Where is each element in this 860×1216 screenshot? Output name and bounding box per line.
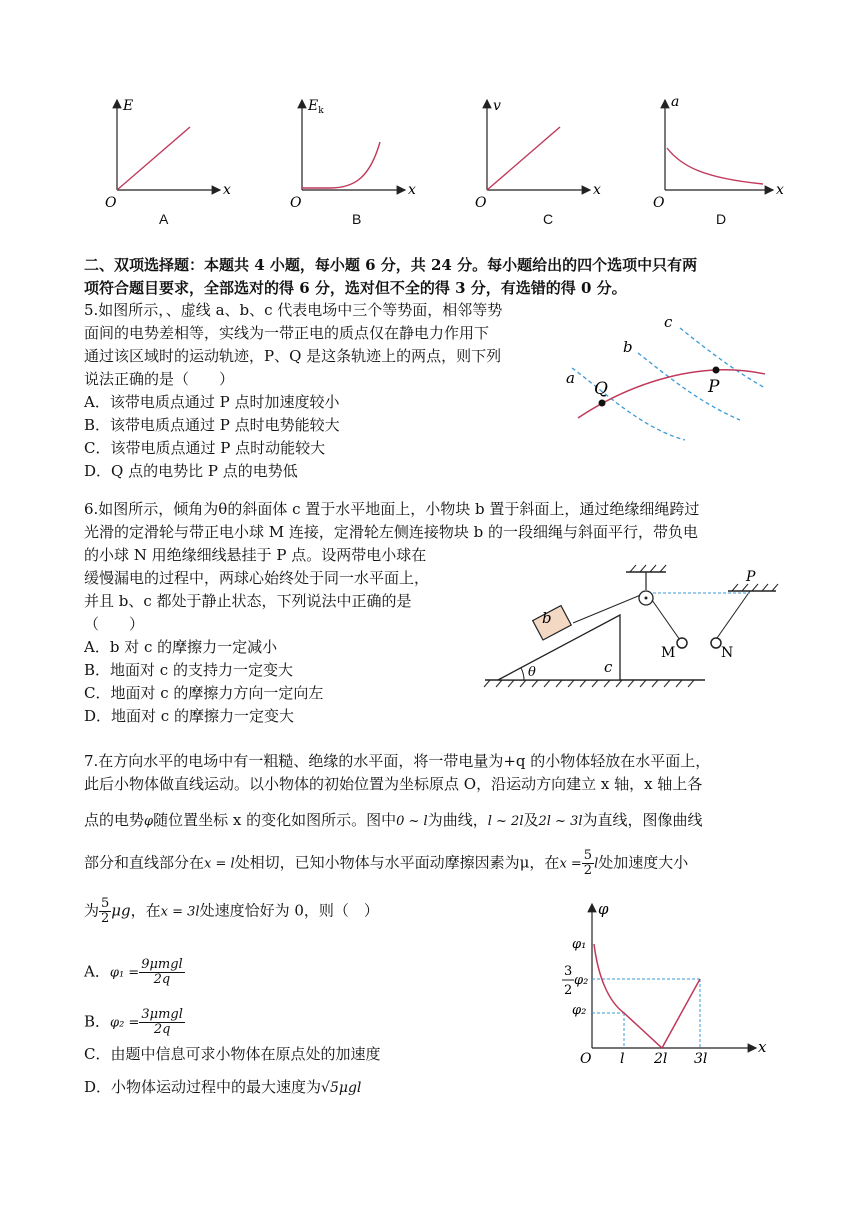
q5-option-b: B．该带电质点通过 P 点时电势能较大 <box>84 416 340 434</box>
graph-c-ylabel: v <box>493 98 501 114</box>
graph-a-curve <box>117 127 190 190</box>
q7-frac-52b: $\frac{5}{2}$ <box>101 896 110 926</box>
label-a: a <box>566 369 575 387</box>
graph-a-xlabel: x <box>223 182 231 198</box>
q7-line3d: 及 <box>523 811 539 829</box>
q7-line4e: l <box>594 856 599 872</box>
q5-line1: 5.如图所示，、虚线 a、b、c 代表电场中三个等势面，相邻等势 <box>84 301 503 319</box>
graph-d-curve <box>667 148 763 184</box>
label-phi2-top: φ₂ <box>574 973 589 988</box>
q7-line4f: 处加速度大小 <box>598 853 689 872</box>
phi-curve <box>594 944 700 1048</box>
svg-text:Ek <box>307 98 324 116</box>
label-l: l <box>620 1051 625 1067</box>
point-q <box>599 400 606 407</box>
q6-option-b: B．地面对 c 的支持力一定变大 <box>84 661 293 679</box>
section2-line1: 二、双项选择题：本题共 4 小题，每小题 6 分，共 24 分。每小题给出的四个选项中只有两 <box>84 256 698 274</box>
q7-line3a: 点的电势 <box>84 811 145 829</box>
label-phi2: φ₂ <box>572 1003 587 1018</box>
ball-m <box>677 638 687 648</box>
q7-option-a: A．φ₁ = $\frac{\text{9μmgl}}{2q}$ <box>84 957 183 987</box>
q7-option-c: C．由题中信息可求小物体在原点处的加速度 <box>84 1045 381 1063</box>
q7-option-b-lhs: φ₂ = <box>110 1015 140 1031</box>
q7-option-b-den: 2q <box>153 1022 171 1037</box>
ball-n <box>711 638 721 648</box>
q7-option-a-num: 9μmgl <box>141 957 183 972</box>
q6-option-a: A．b 对 c 的摩擦力一定减小 <box>84 638 278 656</box>
q5-line2: 面间的电势差相等，实线为一带正电的质点仅在静电力作用下 <box>84 324 490 342</box>
q7-line3c: 为曲线， <box>427 811 488 829</box>
q7-option-d-val: √5μgl <box>321 1080 362 1096</box>
label-origin: O <box>580 1051 592 1067</box>
q5-option-c: C．该带电质点通过 P 点时动能较大 <box>84 439 326 457</box>
q7-line3e: 为直线，图像曲线 <box>582 811 703 829</box>
q5-option-a: A．该带电质点通过 P 点时加速度较小 <box>84 393 340 411</box>
label-2l: 2l <box>654 1051 668 1067</box>
q6-option-c: C．地面对 c 的摩擦力方向一定向左 <box>84 684 324 702</box>
q7-frac-52-num: 5 <box>583 848 593 863</box>
graph-d-xlabel: x <box>776 182 784 198</box>
graph-b-curve <box>302 142 380 188</box>
graph-c-xlabel: x <box>593 182 601 198</box>
label-p: P <box>708 377 720 397</box>
block-b <box>533 606 572 640</box>
graph-c-label: C <box>543 211 554 227</box>
q7-option-b: B．φ₂ = $\frac{\text{3μmgl}}{2q}$ <box>84 1007 183 1037</box>
q7-phi: φ <box>144 814 154 829</box>
q7-seg3: 2l ~ 3l <box>538 814 583 829</box>
q7-line5e: 处速度恰好为 0，则（ ） <box>199 901 379 920</box>
q7-line4c: 处相切，已知小物体与水平面动摩擦因素为μ，在 <box>234 853 560 872</box>
q7-option-a-lhs: φ₁ = <box>109 965 140 981</box>
q6-line4: 缓慢漏电的过程中，两球心始终处于同一水平面上， <box>84 569 430 587</box>
graph-d-label: D <box>716 211 727 227</box>
section2-line2: 项符合题目要求，全部选对的得 6 分，选对但不全的得 3 分，有选错的得 0 分。 <box>84 279 627 297</box>
q7-frac-52 <box>582 849 594 878</box>
equipotential-a <box>572 368 685 440</box>
label-frac-num: 3 <box>564 964 573 979</box>
point-p <box>713 367 720 374</box>
graph-a <box>105 98 231 211</box>
label-b: b <box>623 338 633 356</box>
q7-line1: 7.在方向水平的电场中有一粗糙、绝缘的水平面，将一带电量为+q 的小物体轻放在水平面上， <box>84 752 711 770</box>
label-b: b <box>542 609 552 627</box>
label-p: P <box>746 569 756 585</box>
graph-b-label: B <box>352 211 362 227</box>
q6-figure <box>480 560 780 690</box>
q7-line5a: 为 <box>84 901 100 920</box>
q7-option-d: D．小物体运动过程中的最大速度为√5μgl <box>84 1078 362 1096</box>
q7-line4 <box>84 849 688 878</box>
q7-line4a: 部分和直线部分在 <box>84 853 205 872</box>
graph-d-origin: O <box>653 195 665 211</box>
graph-b-origin: O <box>290 195 302 211</box>
graph-b-ylabel-sub: k <box>318 106 324 116</box>
label-3l: 3l <box>694 1051 708 1067</box>
q7-seg2: l ~ 2l <box>487 814 524 829</box>
option-graphs <box>95 92 795 232</box>
label-n: N <box>721 645 734 661</box>
q6-line1: 6.如图所示，倾角为θ的斜面体 c 置于水平地面上，小物块 b 置于斜面上，通过绝缘细绳跨过 <box>84 500 700 518</box>
label-frac-den: 2 <box>564 983 573 998</box>
q7-line4d: x = <box>559 856 582 872</box>
graph-c <box>475 98 601 211</box>
q7-figure <box>558 896 770 1068</box>
q6-line3: 的小球 N 用绝缘细线悬挂于 P 点。设两带电小球在 <box>84 546 427 564</box>
q7-option-b-num: 3μmgl <box>141 1007 183 1022</box>
q7-line5 <box>84 897 379 926</box>
label-c: c <box>664 313 673 331</box>
q5-option-d: D．Q 点的电势比 P 点的电势低 <box>84 462 298 480</box>
q7-line3 <box>84 809 703 833</box>
q7-seg1: 0 ~ l <box>396 814 428 829</box>
q7-line4b: x = l <box>204 856 235 872</box>
q6-line2: 光滑的定滑轮与带正电小球 M 连接，定滑轮左侧连接物块 b 的一段细绳与斜面平行，带负电 <box>84 523 699 541</box>
q5-line3: 通过该区域时的运动轨迹，P、Q 是这条轨迹上的两点，则下列 <box>84 347 502 365</box>
q5-figure <box>560 308 775 448</box>
graph-c-curve <box>487 127 560 190</box>
graph-a-label: A <box>159 211 169 227</box>
label-phi1: φ₁ <box>572 937 587 952</box>
label-x: x <box>758 1038 767 1056</box>
q6-line5: 并且 b、c 都处于静止状态，下列说法中正确的是 <box>84 592 412 610</box>
q7-line3b: 随位置坐标 x 的变化如图所示。图中 <box>153 811 397 829</box>
graph-d-ylabel: a <box>671 94 680 110</box>
q7-line5c: ，在 <box>130 901 161 920</box>
q5-line4: 说法正确的是（ ） <box>84 370 235 388</box>
q7-option-a-den: 2q <box>153 972 171 987</box>
graph-a-ylabel: E <box>123 98 134 114</box>
graph-b-ylabel: E <box>308 98 319 114</box>
q7-line5b: μg <box>111 901 131 920</box>
q6-option-d: D．地面对 c 的摩擦力一定变大 <box>84 707 294 725</box>
equipotential-c <box>680 328 765 388</box>
graph-d <box>653 94 784 211</box>
label-theta: θ <box>528 665 536 680</box>
graph-a-origin: O <box>105 195 117 211</box>
q7-line2: 此后小物体做直线运动。以小物体的初始位置为坐标原点 O，沿运动方向建立 x 轴，x 轴上各 <box>84 775 703 793</box>
label-phi: φ <box>598 900 609 918</box>
q6-line6: （ ） <box>84 615 145 633</box>
graph-b <box>290 98 416 211</box>
q7-line5d: x = 3l <box>160 904 200 920</box>
label-m: M <box>661 645 676 661</box>
label-c: c <box>604 658 613 676</box>
label-q: Q <box>594 379 608 399</box>
graph-c-origin: O <box>475 195 487 211</box>
q7-frac-52-den: 2 <box>583 863 593 878</box>
graph-b-xlabel: x <box>408 182 416 198</box>
